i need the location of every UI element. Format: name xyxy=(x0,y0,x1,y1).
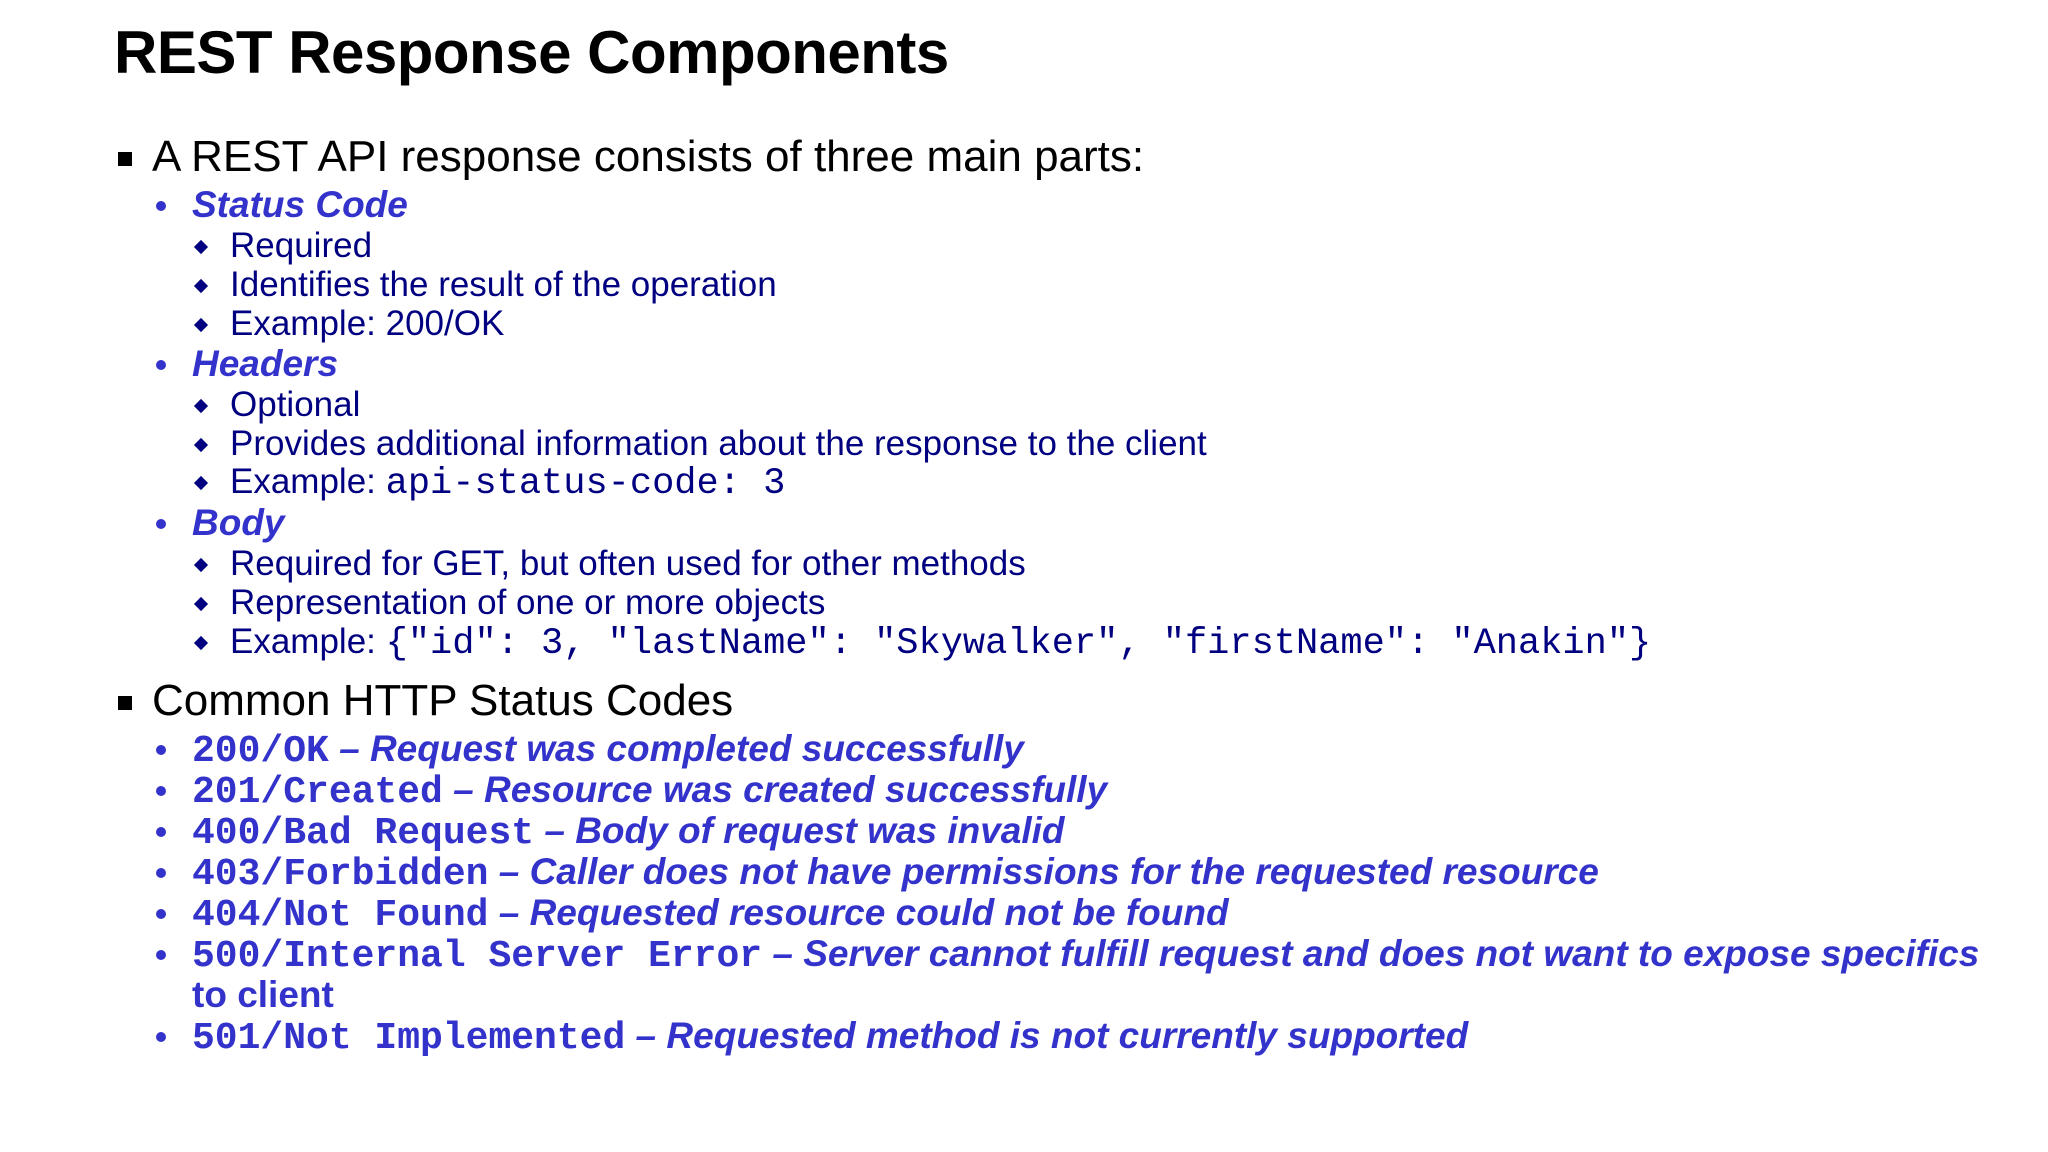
detail-text: Required for GET, but often used for other methods xyxy=(230,544,1026,583)
status-code: 403/Forbidden xyxy=(192,853,489,896)
diamond-bullet-icon xyxy=(194,240,208,254)
example-value: api-status-code: 3 xyxy=(385,463,786,505)
round-bullet-icon xyxy=(156,1032,166,1042)
diamond-bullet-icon xyxy=(194,597,208,611)
example-value: {"id": 3, "lastName": "Skywalker", "firstName": "Anakin"} xyxy=(385,623,1652,665)
status-code-description: – Requested resource could not be found xyxy=(488,892,1229,933)
status-code-line xyxy=(192,892,1229,937)
status-code: 500/Internal Server Error xyxy=(192,935,763,978)
example-label: Example: xyxy=(230,622,386,661)
round-bullet-icon xyxy=(156,360,166,370)
slide-title: REST Response Components xyxy=(114,19,949,86)
part-name: Body xyxy=(192,502,285,543)
detail-text: Identifies the result of the operation xyxy=(230,265,777,304)
detail-text: Provides additional information about the response to the client xyxy=(230,424,1207,463)
square-bullet-icon xyxy=(118,696,132,710)
bullet-text: A REST API response consists of three main parts: xyxy=(152,132,1145,181)
round-bullet-icon xyxy=(156,745,166,755)
status-code-description: – Body of request was invalid xyxy=(534,810,1065,851)
detail-text: Required xyxy=(230,226,373,265)
round-bullet-icon xyxy=(156,786,166,796)
round-bullet-icon xyxy=(156,519,166,529)
diamond-bullet-icon xyxy=(194,558,208,572)
detail-text: Optional xyxy=(230,385,361,424)
status-code-line xyxy=(192,933,1979,978)
status-code-description: – Requested method is not currently supported xyxy=(625,1015,1469,1056)
square-bullet-icon xyxy=(118,152,132,166)
part-name: Status Code xyxy=(192,184,408,225)
status-code-description: – Request was completed successfully xyxy=(328,728,1024,769)
bullet-text: Common HTTP Status Codes xyxy=(152,676,734,725)
status-code: 201/Created xyxy=(192,771,443,814)
example-label: Example: xyxy=(230,462,386,501)
example-line xyxy=(230,622,1651,665)
status-code-description: – Server cannot fulfill request and does not want to expose specifics xyxy=(762,933,1980,974)
round-bullet-icon xyxy=(156,950,166,960)
status-code: 501/Not Implemented xyxy=(192,1017,626,1060)
status-code-description-continuation: to client xyxy=(192,974,334,1015)
round-bullet-icon xyxy=(156,868,166,878)
diamond-bullet-icon xyxy=(194,438,208,452)
status-code-line xyxy=(192,810,1065,855)
status-code-line xyxy=(192,769,1107,814)
diamond-bullet-icon xyxy=(194,476,208,490)
example-label: Example: xyxy=(230,304,386,343)
diamond-bullet-icon xyxy=(194,279,208,293)
round-bullet-icon xyxy=(156,909,166,919)
status-code-description: – Resource was created successfully xyxy=(442,769,1108,810)
status-code: 404/Not Found xyxy=(192,894,489,937)
detail-text: Representation of one or more objects xyxy=(230,583,826,622)
example-line xyxy=(230,304,504,344)
example-value: 200/OK xyxy=(385,304,505,343)
diamond-bullet-icon xyxy=(194,318,208,332)
part-name: Headers xyxy=(192,343,339,384)
status-code-line xyxy=(192,1015,1468,1060)
status-code-description: – Caller does not have permissions for the requested resource xyxy=(488,851,1599,892)
diamond-bullet-icon xyxy=(194,636,208,650)
status-code: 400/Bad Request xyxy=(192,812,535,855)
round-bullet-icon xyxy=(156,201,166,211)
status-code: 200/OK xyxy=(192,730,329,773)
status-code-line xyxy=(192,728,1024,773)
example-line xyxy=(230,462,785,505)
round-bullet-icon xyxy=(156,827,166,837)
diamond-bullet-icon xyxy=(194,399,208,413)
status-code-line xyxy=(192,851,1599,896)
